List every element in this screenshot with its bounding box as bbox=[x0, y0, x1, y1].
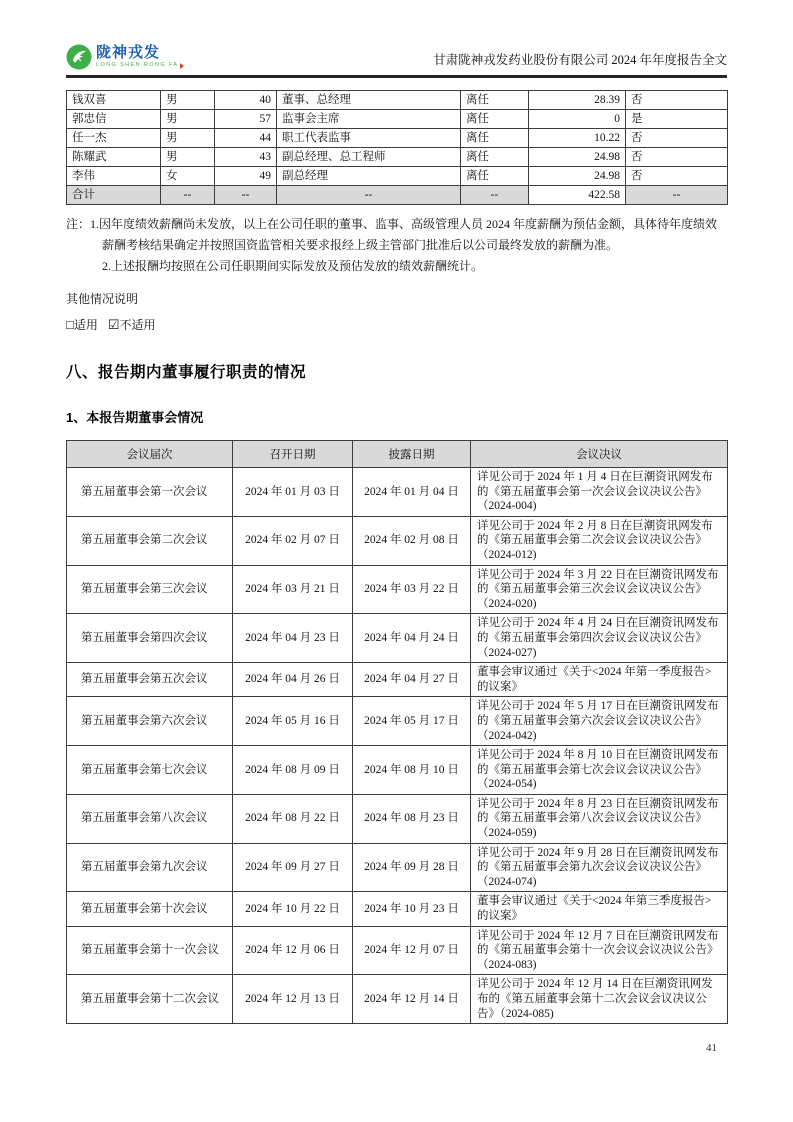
checkbox-applicable bbox=[66, 316, 98, 333]
cell-gender: 男 bbox=[161, 148, 215, 167]
cell-related: 否 bbox=[626, 129, 728, 148]
cell-gender: 男 bbox=[161, 129, 215, 148]
total-label-cell: 合计 bbox=[67, 186, 161, 205]
document-title: 甘肃陇神戎发药业股份有限公司 2024 年年度报告全文 bbox=[433, 53, 727, 67]
board-meetings-table bbox=[66, 440, 728, 1024]
cell-gender: 男 bbox=[161, 91, 215, 110]
table-notes bbox=[66, 214, 727, 277]
total-status-cell: -- bbox=[461, 186, 529, 205]
salary-table-row bbox=[67, 110, 728, 129]
cell-session: 第五届董事会第五次会议 bbox=[67, 663, 233, 697]
cell-position: 副总经理、总工程师 bbox=[277, 148, 461, 167]
cell-age: 57 bbox=[215, 110, 277, 129]
salary-table-row bbox=[67, 148, 728, 167]
meeting-table-row bbox=[67, 697, 728, 746]
cell-resolution: 详见公司于 2024 年 1 月 4 日在巨潮资讯网发布的《第五届董事会第一次会议会议决议公告》（2024-004) bbox=[471, 468, 728, 517]
cell-disclose-date: 2024 年 08 月 10 日 bbox=[353, 746, 471, 795]
cell-status: 离任 bbox=[461, 148, 529, 167]
checkbox-unchecked-icon: □ bbox=[66, 317, 74, 332]
note-item-1 bbox=[66, 214, 727, 256]
salary-table-row bbox=[67, 167, 728, 186]
checkbox-applicable-label: 适用 bbox=[73, 318, 98, 332]
salary-table-total bbox=[67, 186, 728, 205]
meeting-table-row bbox=[67, 468, 728, 517]
logo-text-block bbox=[96, 45, 184, 69]
meeting-table-row bbox=[67, 516, 728, 565]
cell-gender: 女 bbox=[161, 167, 215, 186]
cell-disclose-date: 2024 年 12 月 14 日 bbox=[353, 975, 471, 1024]
cell-disclose-date: 2024 年 10 月 23 日 bbox=[353, 892, 471, 926]
total-gender-cell: -- bbox=[161, 186, 215, 205]
meeting-table-row bbox=[67, 926, 728, 975]
brand-name-en-text: LONG SHEN RONG FA bbox=[96, 62, 179, 69]
meeting-table-row bbox=[67, 746, 728, 795]
other-note-title: 其他情况说明 bbox=[66, 292, 139, 306]
cell-session: 第五届董事会第十次会议 bbox=[67, 892, 233, 926]
cell-disclose-date: 2024 年 03 月 22 日 bbox=[353, 565, 471, 614]
total-age-cell: -- bbox=[215, 186, 277, 205]
cell-convene-date: 2024 年 12 月 13 日 bbox=[233, 975, 353, 1024]
cell-resolution: 详见公司于 2024 年 8 月 10 日在巨潮资讯网发布的《第五届董事会第七次会议会议决议公告》（2024-054) bbox=[471, 746, 728, 795]
cell-session: 第五届董事会第八次会议 bbox=[67, 794, 233, 843]
note-item-1-text: 1.因年度绩效薪酬尚未发放，以上在公司任职的董事、监事、高级管理人员 2024 年度薪酬为预估金额，具体待年度绩效薪酬考核结果确定并按照国资监管相关要求报经上级主管部门批准后以公司最终发放的薪酬为准。 bbox=[90, 217, 718, 252]
cell-convene-date: 2024 年 04 月 26 日 bbox=[233, 663, 353, 697]
meetings-table-body bbox=[67, 468, 728, 1024]
page-number: 41 bbox=[706, 1042, 717, 1054]
meeting-table-row bbox=[67, 892, 728, 926]
brand-name-cn: 陇神戎发 bbox=[96, 44, 161, 61]
salary-table bbox=[66, 90, 728, 205]
total-related-cell: -- bbox=[626, 186, 728, 205]
logo-red-accent-icon bbox=[180, 63, 184, 69]
checkbox-not-applicable bbox=[108, 316, 156, 333]
cell-related: 否 bbox=[626, 91, 728, 110]
section-title: 八、报告期内董事履行职责的情况 bbox=[66, 364, 307, 381]
cell-position: 职工代表监事 bbox=[277, 129, 461, 148]
meeting-table-row bbox=[67, 975, 728, 1024]
cell-related: 否 bbox=[626, 148, 728, 167]
meeting-table-row bbox=[67, 663, 728, 697]
cell-session: 第五届董事会第十一次会议 bbox=[67, 926, 233, 975]
cell-age: 40 bbox=[215, 91, 277, 110]
cell-disclose-date: 2024 年 04 月 27 日 bbox=[353, 663, 471, 697]
checkbox-checked-icon: ☑ bbox=[107, 317, 120, 332]
page-header bbox=[66, 0, 727, 78]
cell-position: 副总经理 bbox=[277, 167, 461, 186]
cell-disclose-date: 2024 年 08 月 23 日 bbox=[353, 794, 471, 843]
company-logo bbox=[66, 44, 184, 70]
cell-session: 第五届董事会第九次会议 bbox=[67, 843, 233, 892]
cell-session: 第五届董事会第十二次会议 bbox=[67, 975, 233, 1024]
cell-resolution: 详见公司于 2024 年 12 月 7 日在巨潮资讯网发布的《第五届董事会第十一次会议会议决议公告》（2024-083) bbox=[471, 926, 728, 975]
cell-resolution: 详见公司于 2024 年 4 月 24 日在巨潮资讯网发布的《第五届董事会第四次会议会议决议公告》（2024-027) bbox=[471, 614, 728, 663]
cell-pay: 24.98 bbox=[529, 167, 626, 186]
cell-convene-date: 2024 年 03 月 21 日 bbox=[233, 565, 353, 614]
cell-disclose-date: 2024 年 04 月 24 日 bbox=[353, 614, 471, 663]
cell-pay: 0 bbox=[529, 110, 626, 129]
cell-convene-date: 2024 年 05 月 16 日 bbox=[233, 697, 353, 746]
checkbox-not-applicable-label: 不适用 bbox=[119, 318, 156, 332]
cell-session: 第五届董事会第六次会议 bbox=[67, 697, 233, 746]
cell-convene-date: 2024 年 12 月 06 日 bbox=[233, 926, 353, 975]
meetings-table-head bbox=[67, 441, 728, 468]
cell-related: 否 bbox=[626, 167, 728, 186]
meetings-header-row bbox=[67, 441, 728, 468]
cell-resolution: 详见公司于 2024 年 8 月 23 日在巨潮资讯网发布的《第五届董事会第八次会议会议决议公告》（2024-059) bbox=[471, 794, 728, 843]
cell-convene-date: 2024 年 04 月 23 日 bbox=[233, 614, 353, 663]
cell-status: 离任 bbox=[461, 167, 529, 186]
section-subtitle: 1、本报告期董事会情况 bbox=[66, 410, 204, 425]
cell-disclose-date: 2024 年 12 月 07 日 bbox=[353, 926, 471, 975]
cell-pay: 10.22 bbox=[529, 129, 626, 148]
cell-position: 监事会主席 bbox=[277, 110, 461, 129]
cell-convene-date: 2024 年 08 月 09 日 bbox=[233, 746, 353, 795]
cell-convene-date: 2024 年 10 月 22 日 bbox=[233, 892, 353, 926]
cell-disclose-date: 2024 年 01 月 04 日 bbox=[353, 468, 471, 517]
cell-pay: 28.39 bbox=[529, 91, 626, 110]
meeting-table-row bbox=[67, 794, 728, 843]
cell-related: 是 bbox=[626, 110, 728, 129]
header-convene-date: 召开日期 bbox=[233, 441, 353, 468]
cell-resolution: 详见公司于 2024 年 9 月 28 日在巨潮资讯网发布的《第五届董事会第九次会议会议决议公告》（2024-074) bbox=[471, 843, 728, 892]
cell-resolution: 详见公司于 2024 年 5 月 17 日在巨潮资讯网发布的《第五届董事会第六次会议会议决议公告》（2024-042) bbox=[471, 697, 728, 746]
cell-pay: 24.98 bbox=[529, 148, 626, 167]
salary-table-row bbox=[67, 91, 728, 110]
header-resolution: 会议决议 bbox=[471, 441, 728, 468]
cell-age: 49 bbox=[215, 167, 277, 186]
cell-convene-date: 2024 年 08 月 22 日 bbox=[233, 794, 353, 843]
cell-convene-date: 2024 年 01 月 03 日 bbox=[233, 468, 353, 517]
note-prefix: 注： bbox=[66, 217, 91, 231]
applicability-checkline bbox=[66, 316, 727, 333]
cell-disclose-date: 2024 年 02 月 08 日 bbox=[353, 516, 471, 565]
salary-table-body bbox=[67, 91, 728, 186]
cell-disclose-date: 2024 年 09 月 28 日 bbox=[353, 843, 471, 892]
total-pay-cell: 422.58 bbox=[529, 186, 626, 205]
meeting-table-row bbox=[67, 565, 728, 614]
cell-name: 钱双喜 bbox=[67, 91, 161, 110]
cell-position: 董事、总经理 bbox=[277, 91, 461, 110]
meeting-table-row bbox=[67, 843, 728, 892]
cell-status: 离任 bbox=[461, 129, 529, 148]
cell-age: 43 bbox=[215, 148, 277, 167]
cell-session: 第五届董事会第二次会议 bbox=[67, 516, 233, 565]
cell-resolution: 详见公司于 2024 年 3 月 22 日在巨潮资讯网发布的《第五届董事会第三次会议会议决议公告》（2024-020) bbox=[471, 565, 728, 614]
cell-name: 郭忠信 bbox=[67, 110, 161, 129]
cell-resolution: 董事会审议通过《关于<2024 年第一季度报告>的议案》 bbox=[471, 663, 728, 697]
cell-session: 第五届董事会第三次会议 bbox=[67, 565, 233, 614]
cell-status: 离任 bbox=[461, 110, 529, 129]
header-session: 会议届次 bbox=[67, 441, 233, 468]
cell-resolution: 详见公司于 2024 年 2 月 8 日在巨潮资讯网发布的《第五届董事会第二次会议会议决议公告》（2024-012) bbox=[471, 516, 728, 565]
cell-name: 任一杰 bbox=[67, 129, 161, 148]
salary-total-row bbox=[67, 186, 728, 205]
cell-name: 李伟 bbox=[67, 167, 161, 186]
note-item-2: 2.上述报酬均按照在公司任职期间实际发放及预估发放的绩效薪酬统计。 bbox=[102, 259, 484, 273]
cell-session: 第五届董事会第七次会议 bbox=[67, 746, 233, 795]
cell-age: 44 bbox=[215, 129, 277, 148]
cell-convene-date: 2024 年 02 月 07 日 bbox=[233, 516, 353, 565]
cell-name: 陈耀武 bbox=[67, 148, 161, 167]
cell-resolution: 董事会审议通过《关于<2024 年第三季度报告>的议案》 bbox=[471, 892, 728, 926]
meeting-table-row bbox=[67, 614, 728, 663]
cell-resolution: 详见公司于 2024 年 12 月 14 日在巨潮资讯网发布的《第五届董事会第十二次会议会议决议公告》（2024-085) bbox=[471, 975, 728, 1024]
cell-session: 第五届董事会第一次会议 bbox=[67, 468, 233, 517]
logo-bird-icon bbox=[66, 44, 92, 70]
cell-gender: 男 bbox=[161, 110, 215, 129]
cell-session: 第五届董事会第四次会议 bbox=[67, 614, 233, 663]
cell-status: 离任 bbox=[461, 91, 529, 110]
brand-name-en bbox=[96, 63, 184, 69]
salary-table-row bbox=[67, 129, 728, 148]
total-position-cell: -- bbox=[277, 186, 461, 205]
cell-convene-date: 2024 年 09 月 27 日 bbox=[233, 843, 353, 892]
cell-disclose-date: 2024 年 05 月 17 日 bbox=[353, 697, 471, 746]
header-disclose-date: 披露日期 bbox=[353, 441, 471, 468]
